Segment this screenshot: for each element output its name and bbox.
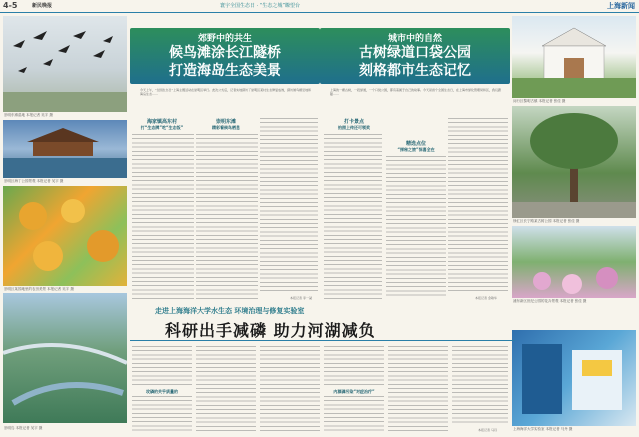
left-column-2 <box>196 134 258 299</box>
bottom-column-5 <box>388 346 448 432</box>
paper-name: 新民晚报 <box>32 3 53 9</box>
bottom-author: 本报记者 马丹 <box>478 428 497 432</box>
bottom-kicker: 走进上海海洋大学水生态 环境治理与修复实验室 <box>155 307 305 315</box>
left-column-3 <box>260 118 318 294</box>
bottom-sub1: 攻磷的关乎质量的 <box>146 389 178 394</box>
bottom-rule <box>130 340 515 341</box>
photo-tree <box>512 106 636 218</box>
left-intro: 今天上午，“全国生态日”上海主题活动在崇明区举行。此次公式后，记者实地探访了崇明区某村生态修复成效，探访候鸟栖息地和海岛生态…… <box>140 88 312 97</box>
bottom-headline: 科研出手减磷 助力河湖减负 <box>165 321 376 340</box>
bottom-column-2 <box>196 346 256 432</box>
bottom-column-6 <box>452 346 508 426</box>
caption-tree: 徐汇区长宁路某古树公园 本报记者 张佳 摄 <box>513 219 580 223</box>
bottom-column-1a <box>132 346 192 386</box>
photo-lab <box>512 330 636 426</box>
left-author: 本报记者 李一凝 <box>290 296 312 300</box>
photo-fields <box>3 186 127 286</box>
photo-aerial <box>3 293 127 423</box>
left-kicker: 郊野中的共生 <box>197 34 252 44</box>
left-sub1b: 打“生态牌”吃“生态饭” <box>140 125 184 130</box>
page-number: 4-5 <box>3 1 18 10</box>
caption-birds: 崇明东滩湿地 本报记者 吴宇 摄 <box>4 113 53 117</box>
right-intro: 上海的一棵古树，一段绿道，一个口袋公园，都有着属于自己的故事。今天是首个全国生态日，在上海市绿化管理局和区，我们跟随…… <box>330 88 502 97</box>
page-header <box>0 0 639 12</box>
photo-park <box>512 226 636 298</box>
bottom-sub2: 内源磷污染“对症治疗” <box>333 389 375 394</box>
right-headline-line2: 刻格都市生态记忆 <box>359 63 471 79</box>
right-sub2b: “探秘之旅”惊喜全在 <box>397 147 435 152</box>
caption-park: 浦东新区世纪公园的花卉景观 本报记者 张佳 摄 <box>513 299 587 303</box>
section-title: 寰宇全国生态日 · “生态之城”瞭望台 <box>220 3 300 9</box>
caption-fields: 崇明区某园地里的农田美景 本报记者 吴宇 摄 <box>4 287 74 291</box>
banner-right <box>320 28 510 84</box>
left-headline-line1: 候鸟滩涂长江隧桥 <box>169 45 281 61</box>
header-rule <box>0 12 639 13</box>
right-column-2 <box>386 156 446 296</box>
right-sub1: 打卡景点 <box>343 119 364 125</box>
right-sub2: 精选点位 <box>405 141 426 147</box>
photo-pavilion <box>3 120 127 178</box>
bottom-column-1b <box>132 396 192 432</box>
left-headline-line2: 打造海岛生态美景 <box>169 63 281 79</box>
caption-lab: 上海海洋大学实验室 本报记者 马丹 摄 <box>513 427 573 431</box>
right-column-3 <box>448 118 508 294</box>
caption-pavilion: 崇明区海丁公园景观 本报记者 吴宇 摄 <box>4 179 64 183</box>
caption-aerial: 崇明岛 本报记者 吴宇 摄 <box>4 426 43 430</box>
bottom-column-4b <box>324 396 384 432</box>
bottom-column-3 <box>260 346 320 432</box>
banner-left <box>130 28 320 84</box>
right-kicker: 城市中的自然 <box>387 34 442 44</box>
caption-store: 闵行区黎明古镇 本报记者 张佳 摄 <box>513 99 566 103</box>
right-author: 本报记者 金敏华 <box>475 296 497 300</box>
right-sub1b: 拍照上传还可领奖 <box>338 125 370 130</box>
bottom-column-4a <box>324 346 384 386</box>
birds-illustration <box>3 16 127 112</box>
left-sub2: 崇明东滩 <box>215 119 236 125</box>
photo-store <box>512 16 636 98</box>
left-sub1: 海家镇高东村 <box>146 119 177 125</box>
right-headline-line1: 古树绿道口袋公园 <box>359 45 471 61</box>
section-name: 上海新闻 <box>607 2 635 10</box>
left-column-1 <box>132 134 194 299</box>
photo-birds <box>3 16 127 112</box>
left-sub2b: 精彩看候鸟栖息 <box>212 125 240 130</box>
right-column-1 <box>324 134 382 299</box>
